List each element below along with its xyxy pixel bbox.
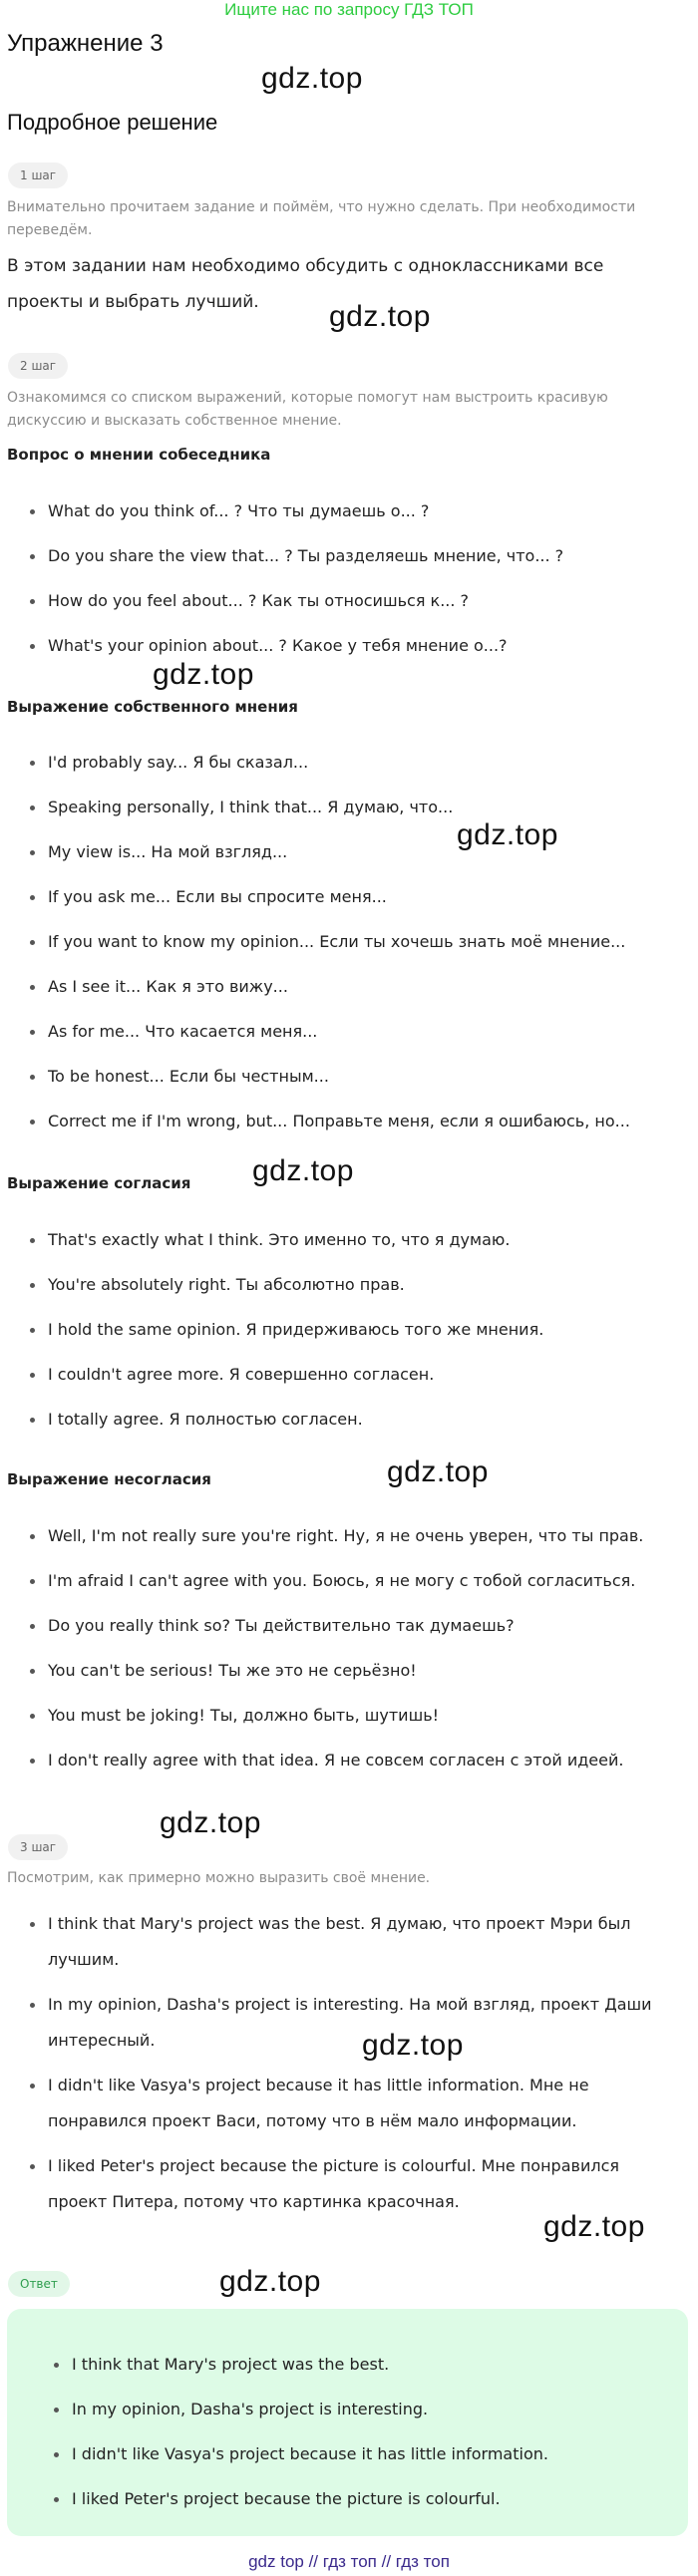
list-disagree	[0, 1525, 698, 1794]
exercise-title: Упражнение 3	[7, 30, 164, 57]
step-1-text: В этом задании нам необходимо обсудить с одноклассниками все проекты и выбрать лучший.	[7, 256, 604, 312]
section-title-own: Выражение собственного мнения	[7, 698, 298, 716]
answer-item: I think that Mary's project was the best.	[0, 2354, 698, 2399]
list-item: I didn't like Vasya's project because it has little information. Мне не понравился проект Васи, потому что в нём мало информации.	[0, 2068, 698, 2148]
watermark: gdz.top	[543, 2210, 645, 2243]
solution-title: Подробное решение	[7, 110, 218, 135]
step-1-badge: 1 шаг	[8, 162, 68, 188]
step-3-note: Посмотрим, как примерно можно выразить своё мнение.	[7, 1870, 431, 1886]
list-item: As I see it... Как я это вижу...	[0, 976, 698, 1021]
watermark: gdz.top	[261, 62, 363, 95]
list-own	[0, 752, 698, 1155]
list-item: As for me... Что касается меня...	[0, 1021, 698, 1066]
list-item: Do you really think so? Ты действительно так думаешь?	[0, 1615, 698, 1660]
watermark: gdz.top	[252, 1154, 354, 1187]
list-item: To be honest... Если бы честным...	[0, 1066, 698, 1111]
list-item: You're absolutely right. Ты абсолютно прав.	[0, 1274, 698, 1319]
watermark: gdz.top	[219, 2265, 321, 2298]
list-item: Correct me if I'm wrong, but... Поправьте меня, если я ошибаюсь, но...	[0, 1111, 698, 1155]
watermark: gdz.top	[362, 2029, 464, 2062]
step-2-badge: 2 шаг	[8, 353, 68, 379]
list-item: I totally agree. Я полностью согласен.	[0, 1409, 698, 1453]
list-item: I'm afraid I can't agree with you. Боюсь, я не могу с тобой согласиться.	[0, 1570, 698, 1615]
list-item: You must be joking! Ты, должно быть, шутишь!	[0, 1705, 698, 1750]
footer-links[interactable]: gdz top // гдз топ // гдз топ	[248, 2552, 450, 2571]
answer-item: In my opinion, Dasha's project is interesting.	[0, 2399, 698, 2443]
list-item: I'd probably say... Я бы сказал...	[0, 752, 698, 797]
answer-badge: Ответ	[8, 2271, 70, 2297]
list-item: Speaking personally, I think that... Я думаю, что...	[0, 797, 698, 841]
answer-list	[0, 2354, 698, 2533]
list-item: Do you share the view that... ? Ты разделяешь мнение, что... ?	[0, 545, 698, 590]
list-item: If you want to know my opinion... Если ты хочешь знать моё мнение...	[0, 931, 698, 976]
top-banner[interactable]: Ищите нас по запросу ГДЗ ТОП	[224, 0, 474, 19]
list-item: What do you think of... ? Что ты думаешь о... ?	[0, 500, 698, 545]
list-item: What's your opinion about... ? Какое у тебя мнение о...?	[0, 635, 698, 680]
watermark: gdz.top	[387, 1455, 489, 1488]
list-item: I couldn't agree more. Я совершенно согласен.	[0, 1364, 698, 1409]
list-examples	[0, 1906, 698, 2229]
list-item: If you ask me... Если вы спросите меня...	[0, 886, 698, 931]
section-title-ask: Вопрос о мнении собеседника	[7, 446, 271, 464]
list-item: I hold the same opinion. Я придерживаюсь того же мнения.	[0, 1319, 698, 1364]
step-1-note: Внимательно прочитаем задание и поймём, что нужно сделать. При необходимости переведём.	[7, 199, 636, 238]
list-item: I think that Mary's project was the best. Я думаю, что проект Мэри был лучшим.	[0, 1906, 698, 1987]
list-item: My view is... На мой взгляд...	[0, 841, 698, 886]
answer-item: I didn't like Vasya's project because it has little information.	[0, 2443, 698, 2488]
watermark: gdz.top	[329, 300, 431, 333]
list-item: In my opinion, Dasha's project is interesting. На мой взгляд, проект Даши интересный.	[0, 1987, 698, 2068]
step-3-badge: 3 шаг	[8, 1834, 68, 1860]
list-item: You can't be serious! Ты же это не серьёзно!	[0, 1660, 698, 1705]
list-item: That's exactly what I think. Это именно то, что я думаю.	[0, 1229, 698, 1274]
section-title-agree: Выражение согласия	[7, 1174, 191, 1192]
list-item: How do you feel about... ? Как ты относишься к... ?	[0, 590, 698, 635]
step-2-note: Ознакомимся со списком выражений, которые помогут нам выстроить красивую дискуссию и высказать собственное мнение.	[7, 390, 608, 429]
watermark: gdz.top	[457, 818, 558, 851]
list-item: I don't really agree with that idea. Я не совсем согласен с этой идеей.	[0, 1750, 698, 1794]
list-item: Well, I'm not really sure you're right. Ну, я не очень уверен, что ты прав.	[0, 1525, 698, 1570]
answer-item: I liked Peter's project because the picture is colourful.	[0, 2488, 698, 2533]
watermark: gdz.top	[160, 1806, 261, 1839]
section-title-disagree: Выражение несогласия	[7, 1470, 211, 1488]
list-agree	[0, 1229, 698, 1453]
list-item: I liked Peter's project because the picture is colourful. Мне понравился проект Питера, потому что картинка красочная.	[0, 2148, 698, 2229]
watermark: gdz.top	[153, 658, 254, 691]
list-ask	[0, 500, 698, 680]
